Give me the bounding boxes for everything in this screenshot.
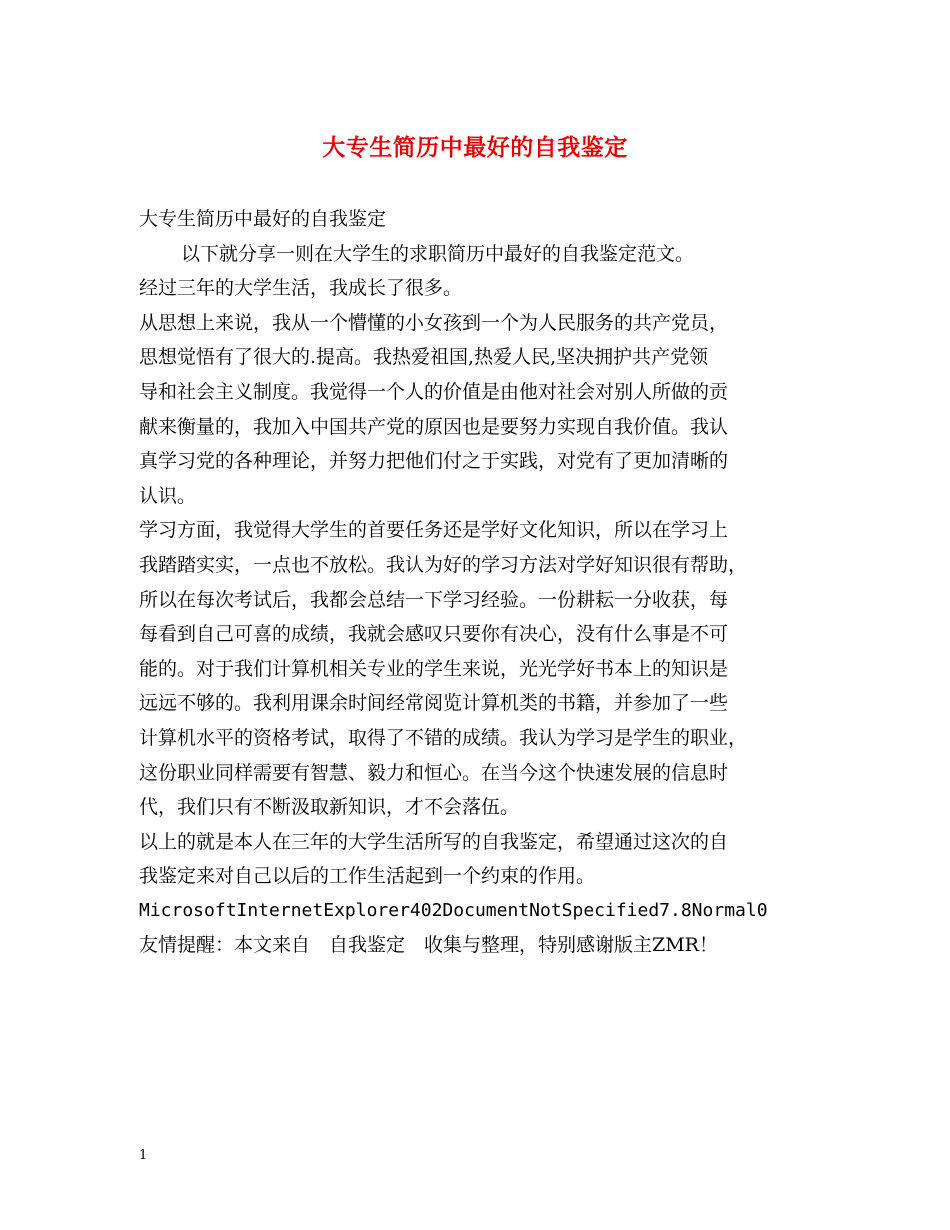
- page-number: 1: [139, 1148, 148, 1163]
- body-line: 学习方面，我觉得大学生的首要任务还是学好文化知识，所以在学习上: [139, 519, 729, 542]
- body-line: 我踏踏实实，一点也不放松。我认为好的学习方法对学好知识很有帮助，: [139, 553, 748, 576]
- source-note: 友情提醒：本文来自 自我鉴定 收集与整理，特别感谢版主ZMR！: [139, 934, 718, 957]
- body-line: 献来衡量的，我加入中国共产党的原因也是要努力实现自我价值。我认: [139, 415, 729, 438]
- body-line: 所以在每次考试后，我都会总结一下学习经验。一份耕耘一分收获，每: [139, 588, 729, 611]
- body-line: 每看到自己可喜的成绩，我就会感叹只要你有决心，没有什么事是不可: [139, 623, 729, 646]
- body-heading: 大专生简历中最好的自我鉴定: [139, 208, 387, 230]
- body-line: 导和社会主义制度。我觉得一个人的价值是由他对社会对别人所做的贡: [139, 380, 729, 403]
- body-line: 计算机水平的资格考试，取得了不错的成绩。我认为学习是学生的职业，: [139, 726, 748, 749]
- body-line: 这份职业同样需要有智慧、毅力和恒心。在当今这个快速发展的信息时: [139, 761, 729, 784]
- body-line: 从思想上来说，我从一个懵懂的小女孩到一个为人民服务的共产党员，: [139, 311, 729, 334]
- body-line: 以上的就是本人在三年的大学生活所写的自我鉴定，希望通过这次的自: [139, 830, 729, 853]
- body-line: 真学习党的各种理论，并努力把他们付之于实践，对党有了更加清晰的: [139, 450, 729, 473]
- document-body: [139, 202, 829, 963]
- body-line: 经过三年的大学生活，我成长了很多。: [139, 277, 463, 300]
- metadata-line: MicrosoftInternetExplorer402DocumentNotSpecified7.8Normal0: [139, 899, 768, 921]
- body-line: 认识。: [139, 484, 197, 507]
- body-line: 能的。对于我们计算机相关专业的学生来说，光光学好书本上的知识是: [139, 657, 729, 680]
- body-line: 代，我们只有不断汲取新知识，才不会落伍。: [139, 796, 520, 819]
- body-line: 我鉴定来对自己以后的工作生活起到一个约束的作用。: [139, 865, 596, 888]
- intro-line: 以下就分享一则在大学生的求职简历中最好的自我鉴定范文。: [181, 242, 695, 265]
- body-line: 思想觉悟有了很大的.提高。我热爱祖国,热爱人民,坚决拥护共产党领: [139, 346, 709, 369]
- document-title: 大专生简历中最好的自我鉴定: [322, 134, 628, 161]
- body-line: 远远不够的。我利用课余时间经常阅览计算机类的书籍，并参加了一些: [139, 692, 729, 715]
